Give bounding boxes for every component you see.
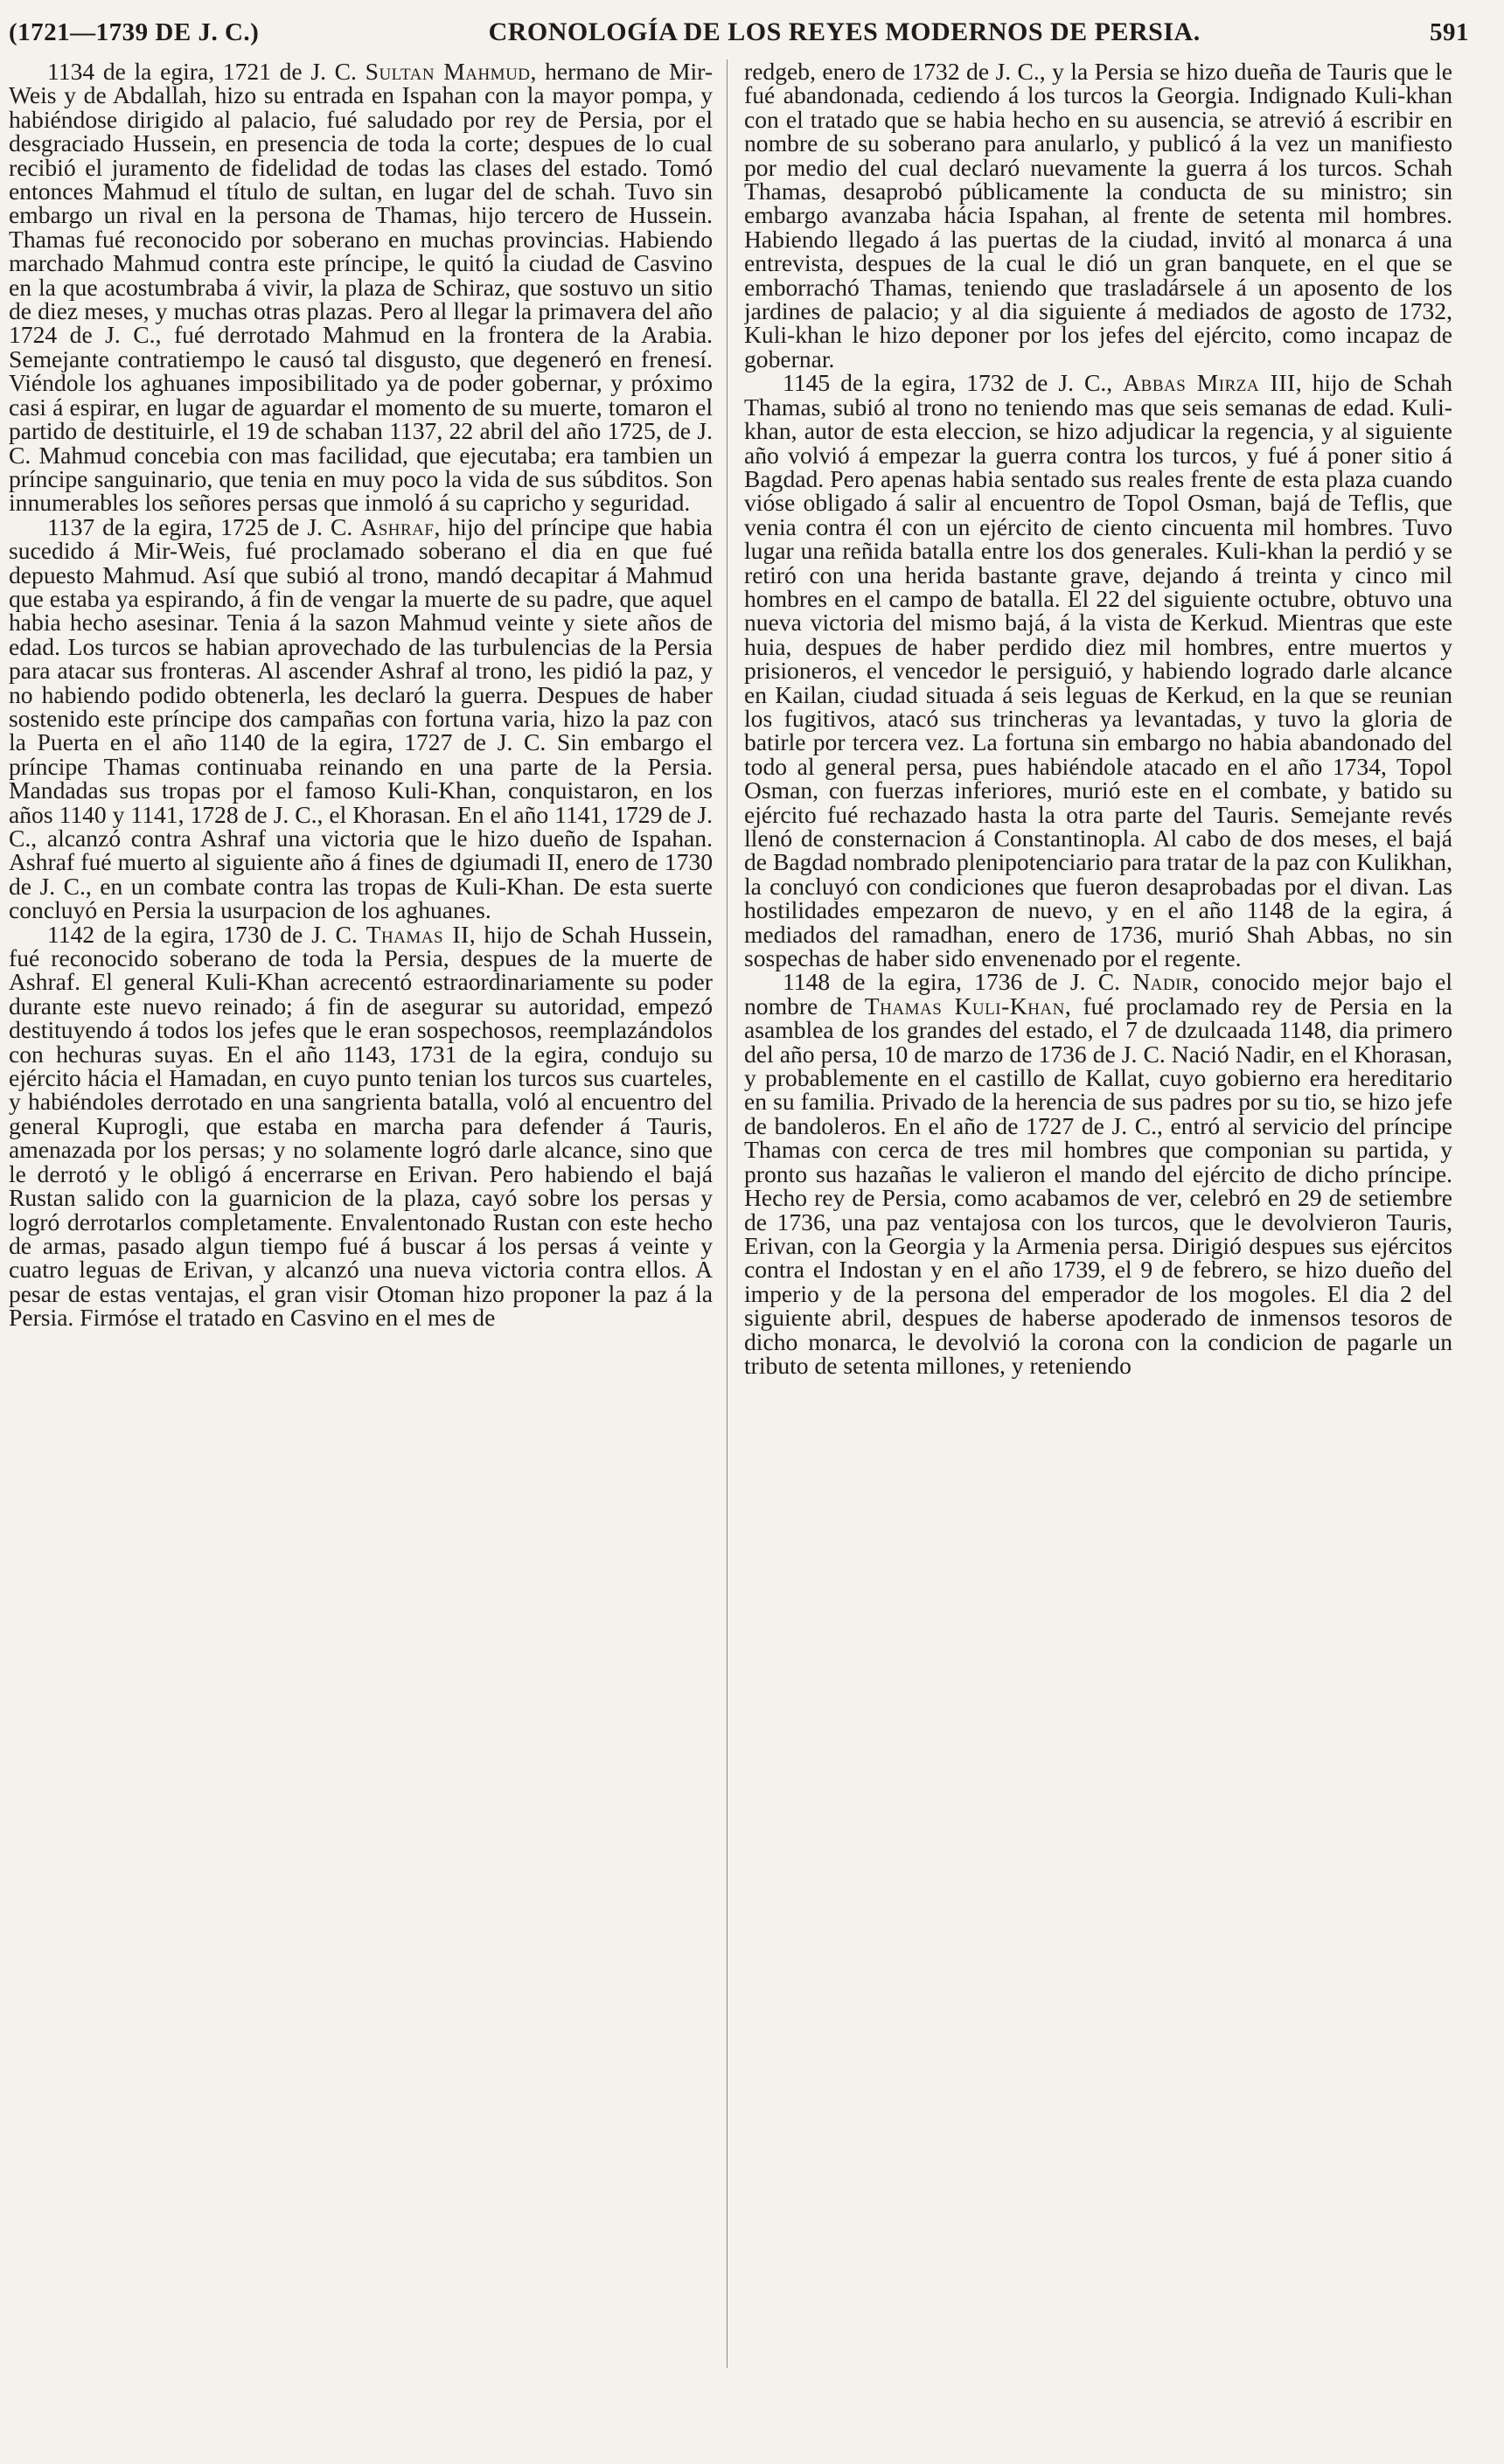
entry-abbas-mirza-iii [744,371,1452,970]
entry-date: 1134 de la egira, 1721 de J. C. [47,59,366,85]
entry-text: , conocido mejor bajo el nombre de [744,968,1452,1020]
entry-text: , hijo de Schah Thamas, subió al trono no teniendo mas que seis semanas de edad. Kuli-khan, autor de esta eleccion, se hizo adjudicar la regencia, y al siguiente año volvió á empezar la guerra contra los turcos, y fué á poner sitio á Bagdad. Pero apenas habia sentado sus reales frente de esta plaza cuando vióse obligado á salir al encuentro de Topol Osman, bajá de Teflis, que venia contra él con un ejército de ciento cincuenta mil hombres. Tuvo lugar una reñida batalla entre los dos generales. Kuli-khan la perdió y se retiró con una herida bastante grave, dejando á treinta y cinco mil hombres en el campo de batalla. El 22 del siguiente octubre, obtuvo una nueva victoria del mismo bajá, á la vista de Kerkud. Mientras que este huia, despues de haber perdido diez mil hombres, entre muertos y prisioneros, el vencedor le persiguió, y habiendo logrado darle alcance en Kailan, ciudad situada á seis leguas de Kerkud, en la que se reunian los fugitivos, atacó sus trincheras ya levantadas, y tuvo la gloria de batirle por tercera vez. La fortuna sin embargo no habia abandonado del todo al general persa, pues habiéndole atacado en el año 1734, Topol Osman, con fuerzas inferiores, murió este en el combate, y batido su ejército fué rechazado hasta la otra parte del Tauris. Semejante revés llenó de consternacion á Constantinopla. Al cabo de dos meses, el bajá de Bagdad nombrado plenipotenciario para tratar de la paz con Kulikhan, la concluyó con condiciones que fueron desaprobadas por el divan. Las hostilidades empezaron de nuevo, y en el año 1148 de la egira, á mediados del ramadhan, enero de 1736, murió Shah Abbas, no sin sospechas de haber sido envenenado por el regente. [744,369,1452,972]
entry-text: , hijo de Schah Hussein, fué reconocido soberano de toda la Persia, despues de la muerte de Ashraf. El general Kuli-Khan acrecentó estraordinariamente su poder durante este nuevo reinado; á fin de asegurar su autoridad, empezó destituyendo á todos los jefes que le eran sospechosos, reemplazándolos con hechuras suyas. En el año 1143, 1731 de la egira, condujo su ejército hácia el Hamadan, en cuyo punto tenian los turcos sus cuarteles, y habiéndoles derrotado en una sangrienta batalla, voló al encuentro del general Kuprogli, que estaba en marcha para defender á Tauris, amenazada por los persas; y no solamente logró darle alcance, sino que le derrotó y le obligó á encerrarse en Erivan. Pero habiendo el bajá Rustan salido con la guarnicion de la plaza, cayó sobre los persas y logró derrotarlos completamente. Envalentonado Rustan con este hecho de armas, pasado algun tiempo fué á buscar á los persas á veinte y cuatro leguas de Erivan, y alcanzó una nueva victoria contra ellos. A pesar de estas ventajas, el gran visir Otoman hizo proponer la paz á la Persia. Firmóse el tratado en Casvino en el mes de [9,920,713,1332]
entry-continuation [744,59,1452,371]
entry-text: , fué proclamado rey de Persia en la asamblea de los grandes del estado, el 7 de dzulcaada 1148, dia primero del año persa, 10 de marzo de 1736 de J. C. Nació Nadir, en el Khorasan, y probablemente en el castillo de Kallat, cuyo gobierno era hereditario en su familia. Privado de la herencia de sus padres por su tio, se hizo jefe de bandoleros. En el año de 1727 de J. C., entró al servicio del príncipe Thamas con cerca de tres mil hombres que componian su partida, y pronto sus hazañas le valieron el mando del ejército de dicho príncipe. Hecho rey de Persia, como acabamos de ver, celebró en 29 de setiembre de 1736, una paz ventajosa con los turcos, que le devolvieron Tauris, Erivan, con la Georgia y la Armenia persa. Dirigió despues sus ejércitos contra el Indostan y en el año 1739, el 9 de febrero, se hizo dueño del imperio y de la persona del emperador de los mogoles. El dia 2 del siguiente abril, despues de haberse apoderado de inmensos tesoros de dicho monarca, le devolvió la corona con la condicion de pagarle un tributo de setenta millones, y reteniendo [744,992,1452,1379]
ruler-name: Nadir [1132,968,1194,996]
entry-sultan-mahmud [9,59,713,515]
entry-date: 1145 de la egira, 1732 de J. C., [783,369,1124,397]
column-divider [727,59,728,2368]
ruler-name: Abbas Mirza III [1123,369,1296,397]
entry-date: 1148 de la egira, 1736 de J. C. [783,968,1133,996]
entry-thamas-ii [9,922,713,1330]
entry-text: redgeb, enero de 1732 de J. C., y la Persia se hizo dueña de Tauris que le fué abandonada, cediendo á los turcos la Georgia. Indignado Kuli-khan con el tratado que se habia hecho en su ausencia, se atrevió á escribir en nombre de su soberano para anularlo, y publicó á la vez un manifiesto por medio del cual declaró nuevamente la guerra á los turcos. Schah Thamas, desaprobó públicamente la conducta de su ministro; sin embargo avanzaba hácia Ispahan, al frente de setenta mil hombres. Habiendo llegado á las puertas de la ciudad, invitó al monarca á una entrevista, despues de la cual le dió un gran banquete, en el que se emborrachó Thamas, teniendo que trasladársele á un aposento de los jardines de palacio; y al dia siguiente á mediados de agosto de 1732, Kuli-khan le hizo deponer por los jefes del ejército, como incapaz de gobernar. [744,59,1452,372]
entry-date: 1137 de la egira, 1725 de J. C. [47,512,361,540]
entry-text: , hijo del príncipe que habia sucedido á Mir-Weis, fué proclamado soberano el dia en que fué depuesto Mahmud. Así que subió al trono, mandó decapitar á Mahmud que estaba ya espirando, á fin de vengar la muerte de su padre, que aquel habia hecho asesinar. Tenia á la sazon Mahmud veinte y siete años de edad. Los turcos se habian aprovechado de las turbulencias de la Persia para atacar sus fronteras. Al ascender Ashraf al trono, les pidió la paz, y no habiendo podido obtenerla, les declaró la guerra. Despues de haber sostenido este príncipe dos campañas con fortuna varia, hizo la paz con la Puerta en el año 1140 de la egira, 1727 de J. C. Sin embargo el príncipe Thamas continuaba reinando en una parte de la Persia. Mandadas sus tropas por el famoso Kuli-Khan, conquistaron, en los años 1140 y 1141, 1728 de J. C., el Khorasan. En el año 1141, 1729 de J. C., alcanzó contra Ashraf una victoria que le hizo dueño de Ispahan. Ashraf fué muerto al siguiente año á fines de dgiumadi II, enero de 1730 de J. C., en un combate contra las tropas de Kuli-Khan. De esta suerte concluyó en Persia la usurpacion de los aghuanes. [9,512,713,924]
right-column [744,59,1452,2324]
entry-ashraf [9,512,713,924]
header-title: CRONOLOGÍA DE LOS REYES MODERNOS DE PERSIA. [488,17,1201,46]
page-number: 591 [1429,18,1469,46]
entry-text: , hermano de Mir-Weis y de Abdallah, hizo su entrada en Ispahan con la mayor pompa, y habiéndose dirigido al palacio, fué saludado por rey de Persia, por el desgraciado Hussein, en presencia de toda la corte; despues de lo cual recibió el juramento de fidelidad de todas las clases del estado. Tomó entonces Mahmud el título de sultan, en lugar del de schah. Tuvo sin embargo un rival en la persona de Thamas, hijo tercero de Hussein. Thamas fué reconocido por soberano en muchas provincias. Habiendo marchado Mahmud contra este príncipe, le quitó la ciudad de Casvino en la que acostumbraba á vivir, la plaza de Schiraz, que sostuvo un sitio de diez meses, y muchas otras plazas. Pero al llegar la primavera del año 1724 de J. C., fué derrotado Mahmud en la frontera de la Arabia. Semejante contratiempo le causó tal disgusto, que degeneró en frenesí. Viéndole los aghuanes imposibilitado ya de poder gobernar, y próximo casi á espirar, en lugar de aguardar el momento de su muerte, tomaron el partido de destituirle, el 19 de schaban 1137, 22 abril del año 1725, de J. C. Mahmud concebia con mas facilidad, que ejecutaba; era tambien un príncipe sanguinario, que tenia en muy poco la vida de sus súbditos. Son innumerables los señores persas que inmoló á su capricho y seguridad. [9,59,713,517]
running-header [9,17,1469,59]
ruler-name: Thamas II [366,920,470,948]
header-date-range: (1721—1739 DE J. C.) [9,18,260,46]
left-column [9,59,713,2324]
ruler-name: Ashraf [360,512,435,540]
entry-date: 1142 de la egira, 1730 de J. C. [47,920,366,948]
ruler-name: Sultan Mahmud [365,59,531,85]
ruler-alias: Thamas Kuli-Khan [864,992,1065,1020]
entry-nadir [744,970,1452,1377]
